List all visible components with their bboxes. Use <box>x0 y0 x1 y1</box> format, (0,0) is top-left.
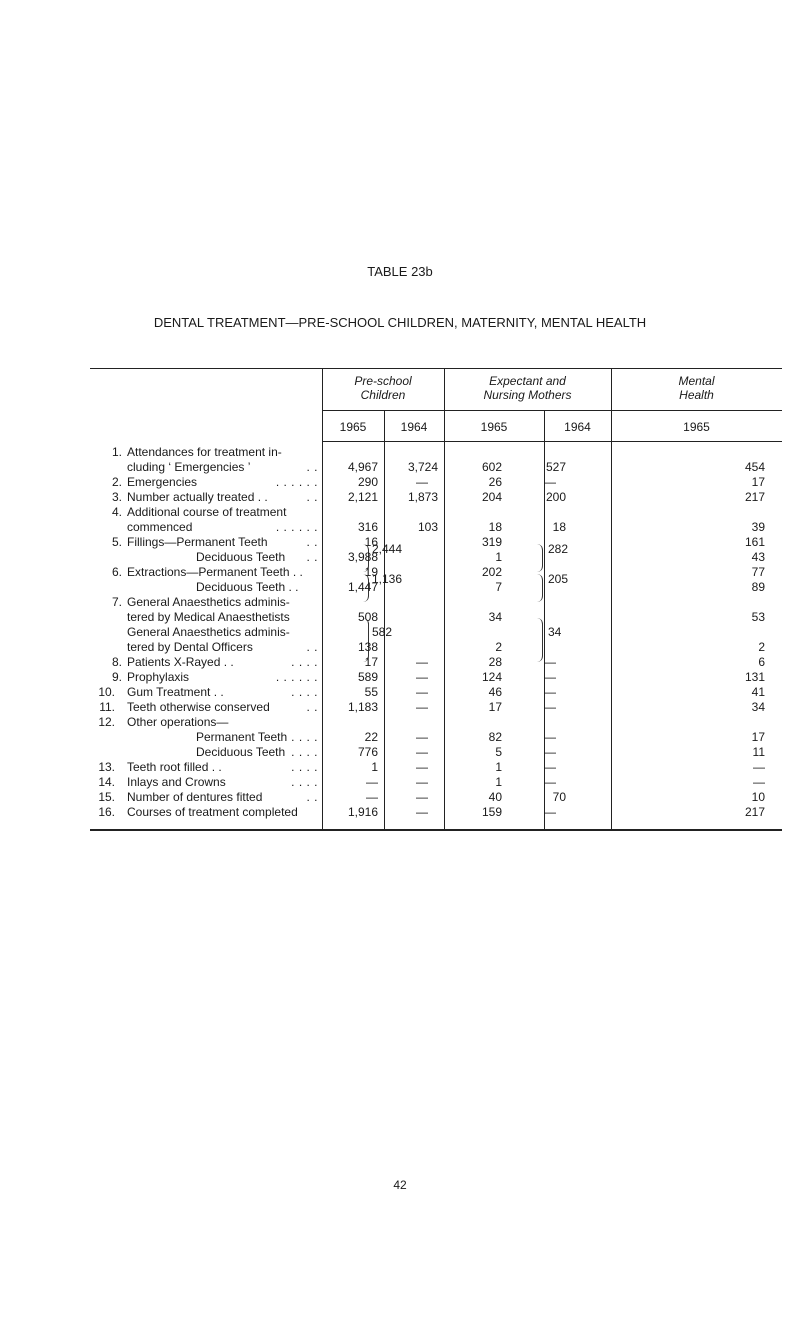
table-title: TABLE 23b <box>367 264 433 279</box>
table-cell: 131 <box>744 670 765 684</box>
table-cell: 1,916 <box>347 805 378 819</box>
table-cell: 6 <box>758 655 765 669</box>
table-subtitle: DENTAL TREATMENT—PRE-SCHOOL CHILDREN, MATERNITY, MENTAL HEALTH <box>153 315 647 330</box>
table-cell: — <box>544 805 556 819</box>
table-cell: 316 <box>357 520 378 534</box>
table-cell: 319 <box>481 535 502 549</box>
table-cell: — <box>416 670 428 684</box>
row-number: 6. <box>111 565 122 579</box>
table-cell: 77 <box>751 565 765 579</box>
table-cell: 3,988 <box>347 550 378 564</box>
table-cell: 159 <box>481 805 502 819</box>
table-cell: 2 <box>758 640 765 654</box>
row-number: 1. <box>111 445 122 459</box>
row-leader-dots: . . <box>306 640 318 654</box>
row-leader-dots: . . . . <box>291 655 318 669</box>
header-rule <box>322 410 782 411</box>
table-cell: 34 <box>488 610 502 624</box>
table-cell: 18 <box>552 520 566 534</box>
table-cell: — <box>416 655 428 669</box>
row-label: Courses of treatment completed <box>127 805 298 819</box>
row-number: 3. <box>111 490 122 504</box>
page-number: 42 <box>393 1178 407 1192</box>
table-cell: 46 <box>488 685 502 699</box>
table-cell: 1,873 <box>407 490 438 504</box>
table-cell: 200 <box>545 490 566 504</box>
row-label: Attendances for treatment in- <box>127 445 282 459</box>
row-leader-dots: . . <box>306 790 318 804</box>
table-cell: — <box>544 730 556 744</box>
row-leader-dots: . . <box>306 460 318 474</box>
table-cell: 28 <box>488 655 502 669</box>
table-cell: 22 <box>364 730 378 744</box>
row-number: 10. <box>98 685 115 699</box>
row-number: 14. <box>98 775 115 789</box>
row-number: 9. <box>111 670 122 684</box>
row-leader-dots: . . <box>306 490 318 504</box>
header-preschool-line2: Children <box>360 388 406 402</box>
table-cell: 217 <box>744 490 765 504</box>
braced-total: 2,444 <box>372 542 403 556</box>
table-cell: 1 <box>371 760 378 774</box>
table-cell: 17 <box>488 700 502 714</box>
table-cell: 16 <box>364 535 378 549</box>
row-label: Gum Treatment . . <box>127 685 224 699</box>
table-cell: — <box>544 655 556 669</box>
year-header: 1965 <box>683 420 710 434</box>
table-cell: — <box>544 745 556 759</box>
table-cell: 34 <box>751 700 765 714</box>
row-leader-dots: . . . . <box>291 775 318 789</box>
row-label: Teeth root filled . . <box>127 760 222 774</box>
row-label: Deciduous Teeth <box>196 550 286 564</box>
row-leader-dots: . . . . <box>291 745 318 759</box>
table-cell: 2,121 <box>347 490 378 504</box>
row-label: Prophylaxis <box>127 670 190 684</box>
table-cell: — <box>544 475 556 489</box>
table-cell: — <box>544 700 556 714</box>
row-number: 16. <box>98 805 115 819</box>
table-cell: 18 <box>488 520 502 534</box>
table-cell: 5 <box>495 745 502 759</box>
row-label: Additional course of treatment <box>127 505 287 519</box>
year-header: 1965 <box>339 420 367 434</box>
table-cell: — <box>416 700 428 714</box>
table-cell: 53 <box>751 610 765 624</box>
row-leader-dots: . . . . <box>291 760 318 774</box>
table-cell: 138 <box>357 640 378 654</box>
row-label: General Anaesthetics adminis- <box>127 595 290 609</box>
table-cell: 40 <box>488 790 502 804</box>
year-header: 1965 <box>480 420 508 434</box>
row-leader-dots: . . . . . . <box>275 475 318 489</box>
row-label: Extractions—Permanent Teeth . . <box>127 565 303 579</box>
table-cell: — <box>416 745 428 759</box>
table-cell: 161 <box>744 535 765 549</box>
table-cell: 39 <box>751 520 765 534</box>
table-cell: 17 <box>364 655 378 669</box>
table-cell: 217 <box>744 805 765 819</box>
table-cell: — <box>753 775 765 789</box>
header-preschool-line1: Pre-school <box>354 374 412 388</box>
table-cell: 70 <box>552 790 566 804</box>
row-label: Number actually treated . . <box>127 490 268 504</box>
row-leader-dots: . . . . <box>291 730 318 744</box>
table-cell: — <box>416 805 428 819</box>
table-cell: 776 <box>357 745 378 759</box>
row-leader-dots: . . <box>306 550 318 564</box>
row-label: Fillings—Permanent Teeth <box>127 535 268 549</box>
table-cell: 17 <box>751 475 765 489</box>
header-mental-line2: Health <box>679 388 714 402</box>
table-cell: — <box>366 790 378 804</box>
header-preschool <box>322 374 444 402</box>
table-cell: — <box>753 760 765 774</box>
row-number: 7. <box>111 595 122 609</box>
header-expectant <box>444 374 611 402</box>
row-leader-dots: . . . . <box>291 685 318 699</box>
row-number: 8. <box>111 655 122 669</box>
row-label: tered by Dental Officers <box>127 640 253 654</box>
row-number: 11. <box>99 700 115 714</box>
row-label: Patients X-Rayed . . <box>127 655 234 669</box>
year-header: 1964 <box>400 420 428 434</box>
row-label: Deciduous Teeth . . <box>196 580 299 594</box>
row-label: Number of dentures fitted <box>127 790 263 804</box>
table-cell: — <box>544 685 556 699</box>
table-cell: 527 <box>545 460 566 474</box>
table-cell: 17 <box>751 730 765 744</box>
row-leader-dots: . . . . . . <box>275 520 318 534</box>
year-rule <box>322 441 782 442</box>
header-mental-line1: Mental <box>678 374 715 388</box>
row-leader-dots: . . <box>306 700 318 714</box>
braced-total: 1,136 <box>372 572 403 586</box>
table-cell: 454 <box>744 460 765 474</box>
row-leader-dots: . . <box>306 535 318 549</box>
table-cell: 19 <box>364 565 378 579</box>
row-number: 2. <box>111 475 122 489</box>
table-cell: 602 <box>481 460 502 474</box>
row-label: Permanent Teeth <box>196 730 288 744</box>
table-cell: — <box>416 730 428 744</box>
table-cell: 43 <box>751 550 765 564</box>
table-top-rule <box>90 368 782 369</box>
table-cell: — <box>416 790 428 804</box>
table-cell: 3,724 <box>407 460 438 474</box>
header-mental <box>611 374 782 402</box>
braced-total: 582 <box>372 625 393 639</box>
table-cell: 89 <box>751 580 765 594</box>
row-number: 12. <box>98 715 115 729</box>
row-label: Deciduous Teeth <box>196 745 286 759</box>
table-cell: 508 <box>357 610 378 624</box>
row-number: 5. <box>111 535 122 549</box>
row-label: General Anaesthetics adminis- <box>127 625 290 639</box>
table-cell: 589 <box>357 670 378 684</box>
brace <box>534 544 543 572</box>
table-cell: 1 <box>495 775 502 789</box>
table-cell: — <box>416 760 428 774</box>
table-cell: 204 <box>481 490 502 504</box>
table-cell: — <box>416 775 428 789</box>
header-expectant-line1: Expectant and <box>489 374 566 388</box>
table-cell: 26 <box>488 475 502 489</box>
table-cell: — <box>544 670 556 684</box>
col-divider-exp-mental <box>611 368 612 830</box>
table-cell: — <box>544 775 556 789</box>
table-cell: 11 <box>752 745 765 759</box>
table-cell: 82 <box>488 730 502 744</box>
table-bottom-rule <box>90 829 782 831</box>
table-cell: 103 <box>417 520 438 534</box>
table-cell: 1 <box>495 550 502 564</box>
table-cell: 1 <box>495 760 502 774</box>
table-cell: 290 <box>357 475 378 489</box>
row-label: Teeth otherwise conserved <box>127 700 270 714</box>
table-cell: 124 <box>481 670 502 684</box>
table-cell: 41 <box>751 685 765 699</box>
row-number: 15. <box>98 790 115 804</box>
row-label: cluding ‘ Emergencies ’ <box>127 460 251 474</box>
row-number: 13. <box>98 760 115 774</box>
year-header: 1964 <box>564 420 591 434</box>
row-label: commenced <box>127 520 193 534</box>
row-label: Emergencies <box>127 475 198 489</box>
table-cell: 55 <box>364 685 378 699</box>
row-label: tered by Medical Anaesthetists <box>127 610 290 624</box>
brace <box>534 574 543 602</box>
table-cell: 2 <box>495 640 502 654</box>
table-cell: 10 <box>751 790 765 804</box>
table-cell: 1,183 <box>347 700 378 714</box>
header-expectant-line2: Nursing Mothers <box>483 388 572 402</box>
table-cell: — <box>416 685 428 699</box>
row-leader-dots: . . . . . . <box>275 670 318 684</box>
table-cell: 7 <box>495 580 502 594</box>
table-cell: 1,447 <box>347 580 378 594</box>
table-cell: — <box>544 760 556 774</box>
table-cell: — <box>366 775 378 789</box>
table-cell: — <box>416 475 428 489</box>
braced-total: 34 <box>548 625 562 639</box>
table-cell: 4,967 <box>347 460 378 474</box>
row-label: Other operations— <box>127 715 229 729</box>
row-label: Inlays and Crowns <box>127 775 226 789</box>
braced-total: 205 <box>548 572 569 586</box>
braced-total: 282 <box>548 542 569 556</box>
row-number: 4. <box>111 505 122 519</box>
table-cell: 202 <box>481 565 502 579</box>
